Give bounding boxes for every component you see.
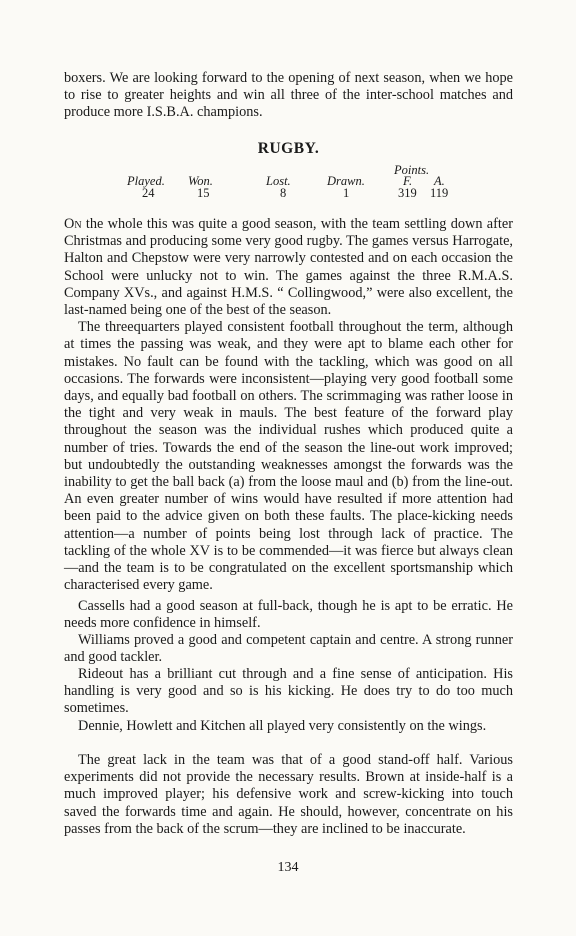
season-report [64, 216, 513, 594]
wings-paragraph: Dennie, Howlett and Kitchen all played very consistently on the wings. [78, 718, 487, 734]
stand-off-paragraph: The great lack in the team was that of a good stand-off half. Various experiments did not provide the necessary results. Brown at inside-half is a much improved player; his defensive work and screw-kicking into touch saved the forwards time and again. He should, however, concentrate on his passes from the back of the scrum—they are inclined to be inaccurate. [64, 752, 513, 837]
drawn-label: Drawn. [327, 174, 365, 188]
for-label: F. [403, 174, 413, 188]
page-number: 134 [277, 860, 299, 875]
against-value: 119 [430, 186, 449, 200]
drawn-value: 1 [343, 186, 350, 200]
points-label: Points. [394, 163, 430, 177]
section-heading: RUGBY. [257, 140, 320, 157]
played-value: 24 [142, 186, 155, 200]
cassells-paragraph: Cassells had a good season at full-back, though he is apt to be erratic. He needs more confidence in himself. [64, 598, 513, 632]
played-label: Played. [127, 174, 165, 188]
team-review-paragraph: The threequarters played consistent football throughout the term, although at times the passing was weak, and they were apt to blame each other for mistakes. No fault can be found with the tackling, which was good on all occasions. The forwards were inconsistent—playing very good football some days, and equally bad football on others. The scrimmaging was rather loose in the tight and very weak in mauls. The best feature of the forward play throughout the season was the individual rushes which produced quite a number of tries. Towards the end of the season the line-out work improved; but undoubtedly the outstanding weaknesses amongst the forwards was the inability to get the ball back (a) from the loose maul and (b) from the line-out. An even greater number of wins would have resulted if more attention had been paid to the advice given on both these faults. The place-kicking needs attention—a number of points being lost through lack of practice. The tackling of the whole XV is to be commended—it was fierce but always clean—and the team is to be congratulated on the excellent sportsmanship which characterised every game. [64, 319, 513, 594]
won-label: Won. [188, 174, 213, 188]
drop-word: On [64, 216, 82, 232]
for-value: 319 [398, 186, 417, 200]
intro-paragraph: boxers. We are looking forward to the opening of next season, when we hope to rise to greater heights and win all three of the inter-school matches and produce more I.S.B.A. champions. [64, 70, 513, 121]
against-label: A. [434, 174, 445, 188]
williams-paragraph: Williams proved a good and competent captain and centre. A strong runner and good tackler. [64, 632, 513, 666]
lost-label: Lost. [266, 174, 291, 188]
won-value: 15 [197, 186, 210, 200]
rideout-paragraph: Rideout has a brilliant cut through and a fine sense of anticipation. His handling is very good and so is his kicking. He does try to do too much sometimes. [64, 666, 513, 717]
lost-value: 8 [280, 186, 287, 200]
season-summary-paragraph: On the whole this was quite a good season, with the team settling down after Christmas and producing some very good rugby. The games versus Harrogate, Halton and Chepstow were very narrowly contested and on each occasion the School were unlucky not to win. The games against the three R.M.A.S. Company XVs., and against H.M.S. “ Collingwood,” were also excellent, the last-named being one of the best of the season. [64, 216, 513, 319]
